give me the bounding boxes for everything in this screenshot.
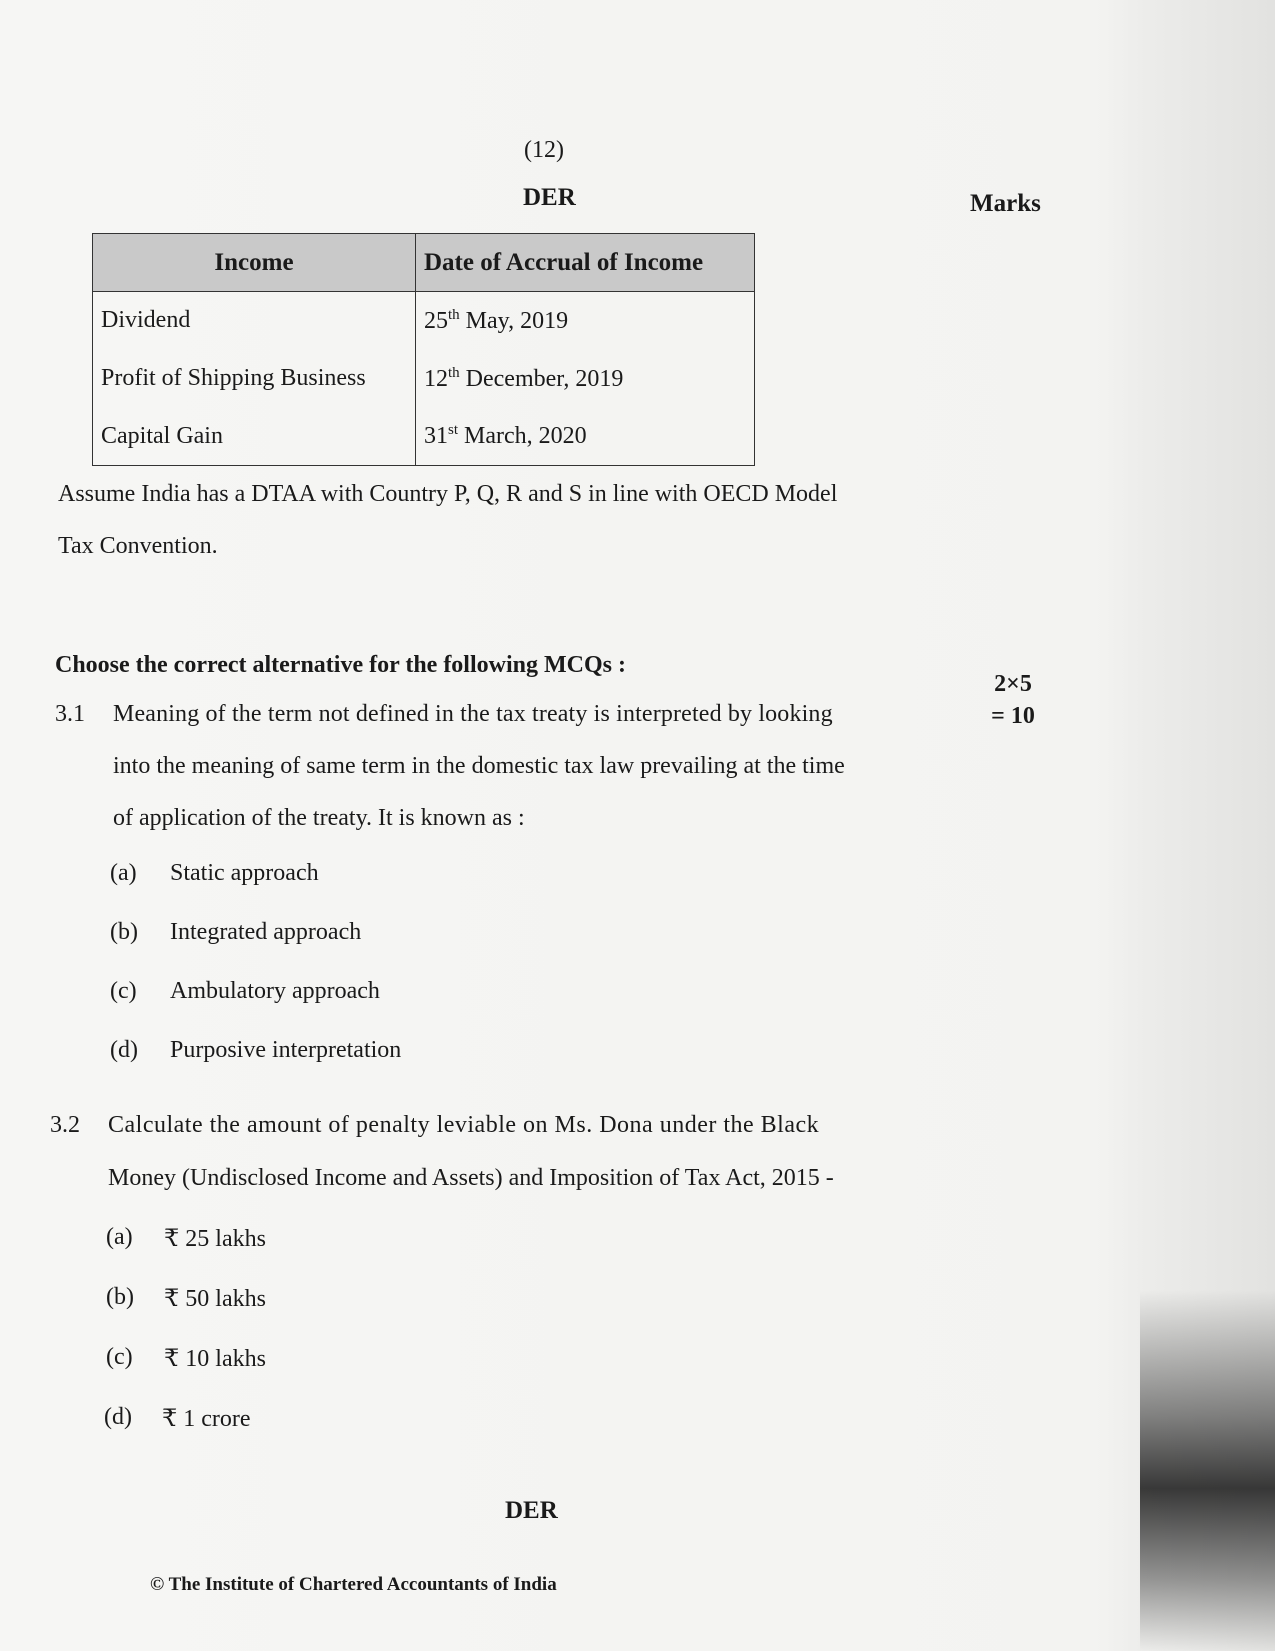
table-row: [93, 292, 755, 350]
table-row: [93, 350, 755, 408]
income-cell: Profit of Shipping Business: [93, 350, 416, 408]
option-text: Static approach: [170, 860, 319, 886]
paper-code-footer: DER: [505, 1497, 558, 1524]
option-letter: (d): [104, 1404, 132, 1430]
option-text: ₹ 10 lakhs: [164, 1346, 266, 1372]
mcq-heading: Choose the correct alternative for the following MCQs :: [55, 652, 626, 678]
question-text-line: into the meaning of same term in the domestic tax law prevailing at the time: [113, 753, 845, 779]
column-header-date: Date of Accrual of Income: [416, 234, 755, 292]
option-letter: (c): [110, 978, 137, 1004]
option-letter: (a): [106, 1224, 133, 1250]
paper-code-header: DER: [523, 184, 576, 211]
date-cell: 31st March, 2020: [416, 408, 755, 466]
option-letter: (d): [110, 1037, 138, 1063]
option-text: ₹ 1 crore: [162, 1406, 251, 1432]
assumption-text-line-1: Assume India has a DTAA with Country P, Q, R and S in line with OECD Model: [58, 481, 838, 507]
option-text: Ambulatory approach: [170, 978, 380, 1004]
option-letter: (b): [110, 919, 138, 945]
table-header-row: [93, 234, 755, 292]
option-letter: (c): [106, 1344, 133, 1370]
mark-allocation: 2×5 = 10: [991, 671, 1035, 729]
column-header-income: Income: [93, 234, 416, 292]
assumption-text-line-2: Tax Convention.: [58, 533, 218, 559]
date-cell: 12th December, 2019: [416, 350, 755, 408]
page-number: (12): [524, 137, 564, 163]
question-number: 3.1: [55, 701, 85, 727]
question-text-line: Money (Undisclosed Income and Assets) and Imposition of Tax Act, 2015 -: [108, 1165, 834, 1191]
option-letter: (a): [110, 860, 137, 886]
copyright-notice: © The Institute of Chartered Accountants of India: [150, 1574, 557, 1595]
income-cell: Dividend: [93, 292, 416, 350]
question-text-line: of application of the treaty. It is known as :: [113, 805, 525, 831]
table-row: [93, 408, 755, 466]
option-letter: (b): [106, 1284, 134, 1310]
option-text: Purposive interpretation: [170, 1037, 402, 1063]
question-text-line: Calculate the amount of penalty leviable on Ms. Dona under the Black: [108, 1112, 820, 1138]
question-number: 3.2: [50, 1112, 80, 1138]
option-text: ₹ 25 lakhs: [164, 1226, 266, 1252]
option-text: ₹ 50 lakhs: [164, 1286, 266, 1312]
accrual-table: [92, 233, 755, 466]
date-cell: 25th May, 2019: [416, 292, 755, 350]
scan-shadow: [1140, 1290, 1275, 1651]
question-text-line: Meaning of the term not defined in the tax treaty is interpreted by looking: [113, 701, 833, 727]
income-cell: Capital Gain: [93, 408, 416, 466]
marks-heading: Marks: [970, 190, 1041, 217]
option-text: Integrated approach: [170, 919, 362, 945]
